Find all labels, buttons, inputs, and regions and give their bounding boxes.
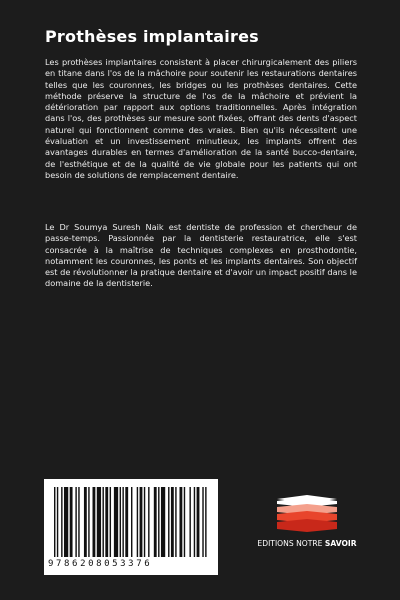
barcode-bar — [161, 487, 165, 557]
barcode-bar — [125, 487, 128, 557]
barcode-bar — [97, 487, 101, 557]
publisher-block — [252, 495, 362, 553]
barcode-bar — [122, 487, 123, 557]
barcode-bar — [78, 487, 79, 557]
barcode-bar — [105, 487, 108, 557]
book-title: Prothèses implantaires — [45, 27, 259, 46]
barcode-bar — [194, 487, 195, 557]
stacked-books-logo-icon — [262, 495, 352, 535]
barcode-bar — [70, 487, 73, 557]
barcode-bar — [84, 487, 87, 557]
isbn-digits: 9786208053376 — [48, 559, 153, 569]
barcode-bar — [93, 487, 96, 557]
barcode-bar — [120, 487, 121, 557]
barcode-bar — [114, 487, 118, 557]
barcode-bar — [168, 487, 169, 557]
book-description: Les prothèses implantaires consistent à placer chirurgicalement des piliers en titane dans l'os de la mâchoire pour soutenir les restaurations dentaires telles que les couronnes, les bridges ou les prothèses dentaires. Cette méthode préserve la structure de l'os de la mâchoire et prévient la détérioration par rapport aux options traditionnelles. Après intégration dans l'os, des prothèses sur mesure sont fixées, offrant des dents d'aspect naturel qui fonctionnent comme des vraies. Bien qu'ils nécessitent une évaluation et un investissement minutieux, les implants offrent des avantages durables en termes d'amélioration de la santé bucco-dentaire, de l'esthétique et de la qualité de vie globale pour les patients qui ont besoin de solutions de remplacement dentaire. — [45, 57, 357, 180]
barcode-bar — [184, 487, 185, 557]
barcode-bar — [102, 487, 103, 557]
barcode-bar — [202, 487, 203, 557]
barcode-bar — [54, 487, 55, 557]
barcode-bar — [154, 487, 157, 557]
barcode-bar — [148, 487, 149, 557]
publisher-name-emphasis: SAVOIR — [324, 539, 357, 548]
barcode-bar — [137, 487, 138, 557]
barcode-bar — [61, 487, 62, 557]
barcode-bar — [171, 487, 174, 557]
publisher-name-prefix: EDITIONS NOTRE — [257, 539, 325, 548]
barcode-bar — [88, 487, 89, 557]
publisher-name — [252, 539, 362, 548]
barcode-bar — [197, 487, 200, 557]
barcode-bar — [179, 487, 182, 557]
barcode-bar — [205, 487, 206, 557]
barcode-bar — [158, 487, 159, 557]
barcode-bars — [54, 487, 208, 557]
barcode-bar — [144, 487, 145, 557]
barcode-bar — [175, 487, 176, 557]
barcode-bar — [110, 487, 111, 557]
barcode-bar — [57, 487, 58, 557]
barcode-bar — [140, 487, 143, 557]
isbn-barcode — [44, 479, 218, 575]
barcode-bar — [131, 487, 132, 557]
barcode-bar — [189, 487, 190, 557]
author-bio: Le Dr Soumya Suresh Naik est dentiste de profession et chercheur de passe-temps. Passionnée par la dentisterie restauratrice, elle s'est consacrée à la maîtrise de techniques complexes en prosthodontie, notamment les couronnes, les ponts et les implants dentaires. Son objectif est de révolutionner la pratique dentaire et d'avoir un impact positif dans le domaine de la dentisterie. — [45, 222, 357, 289]
barcode-bar — [75, 487, 76, 557]
barcode-bar — [64, 487, 68, 557]
